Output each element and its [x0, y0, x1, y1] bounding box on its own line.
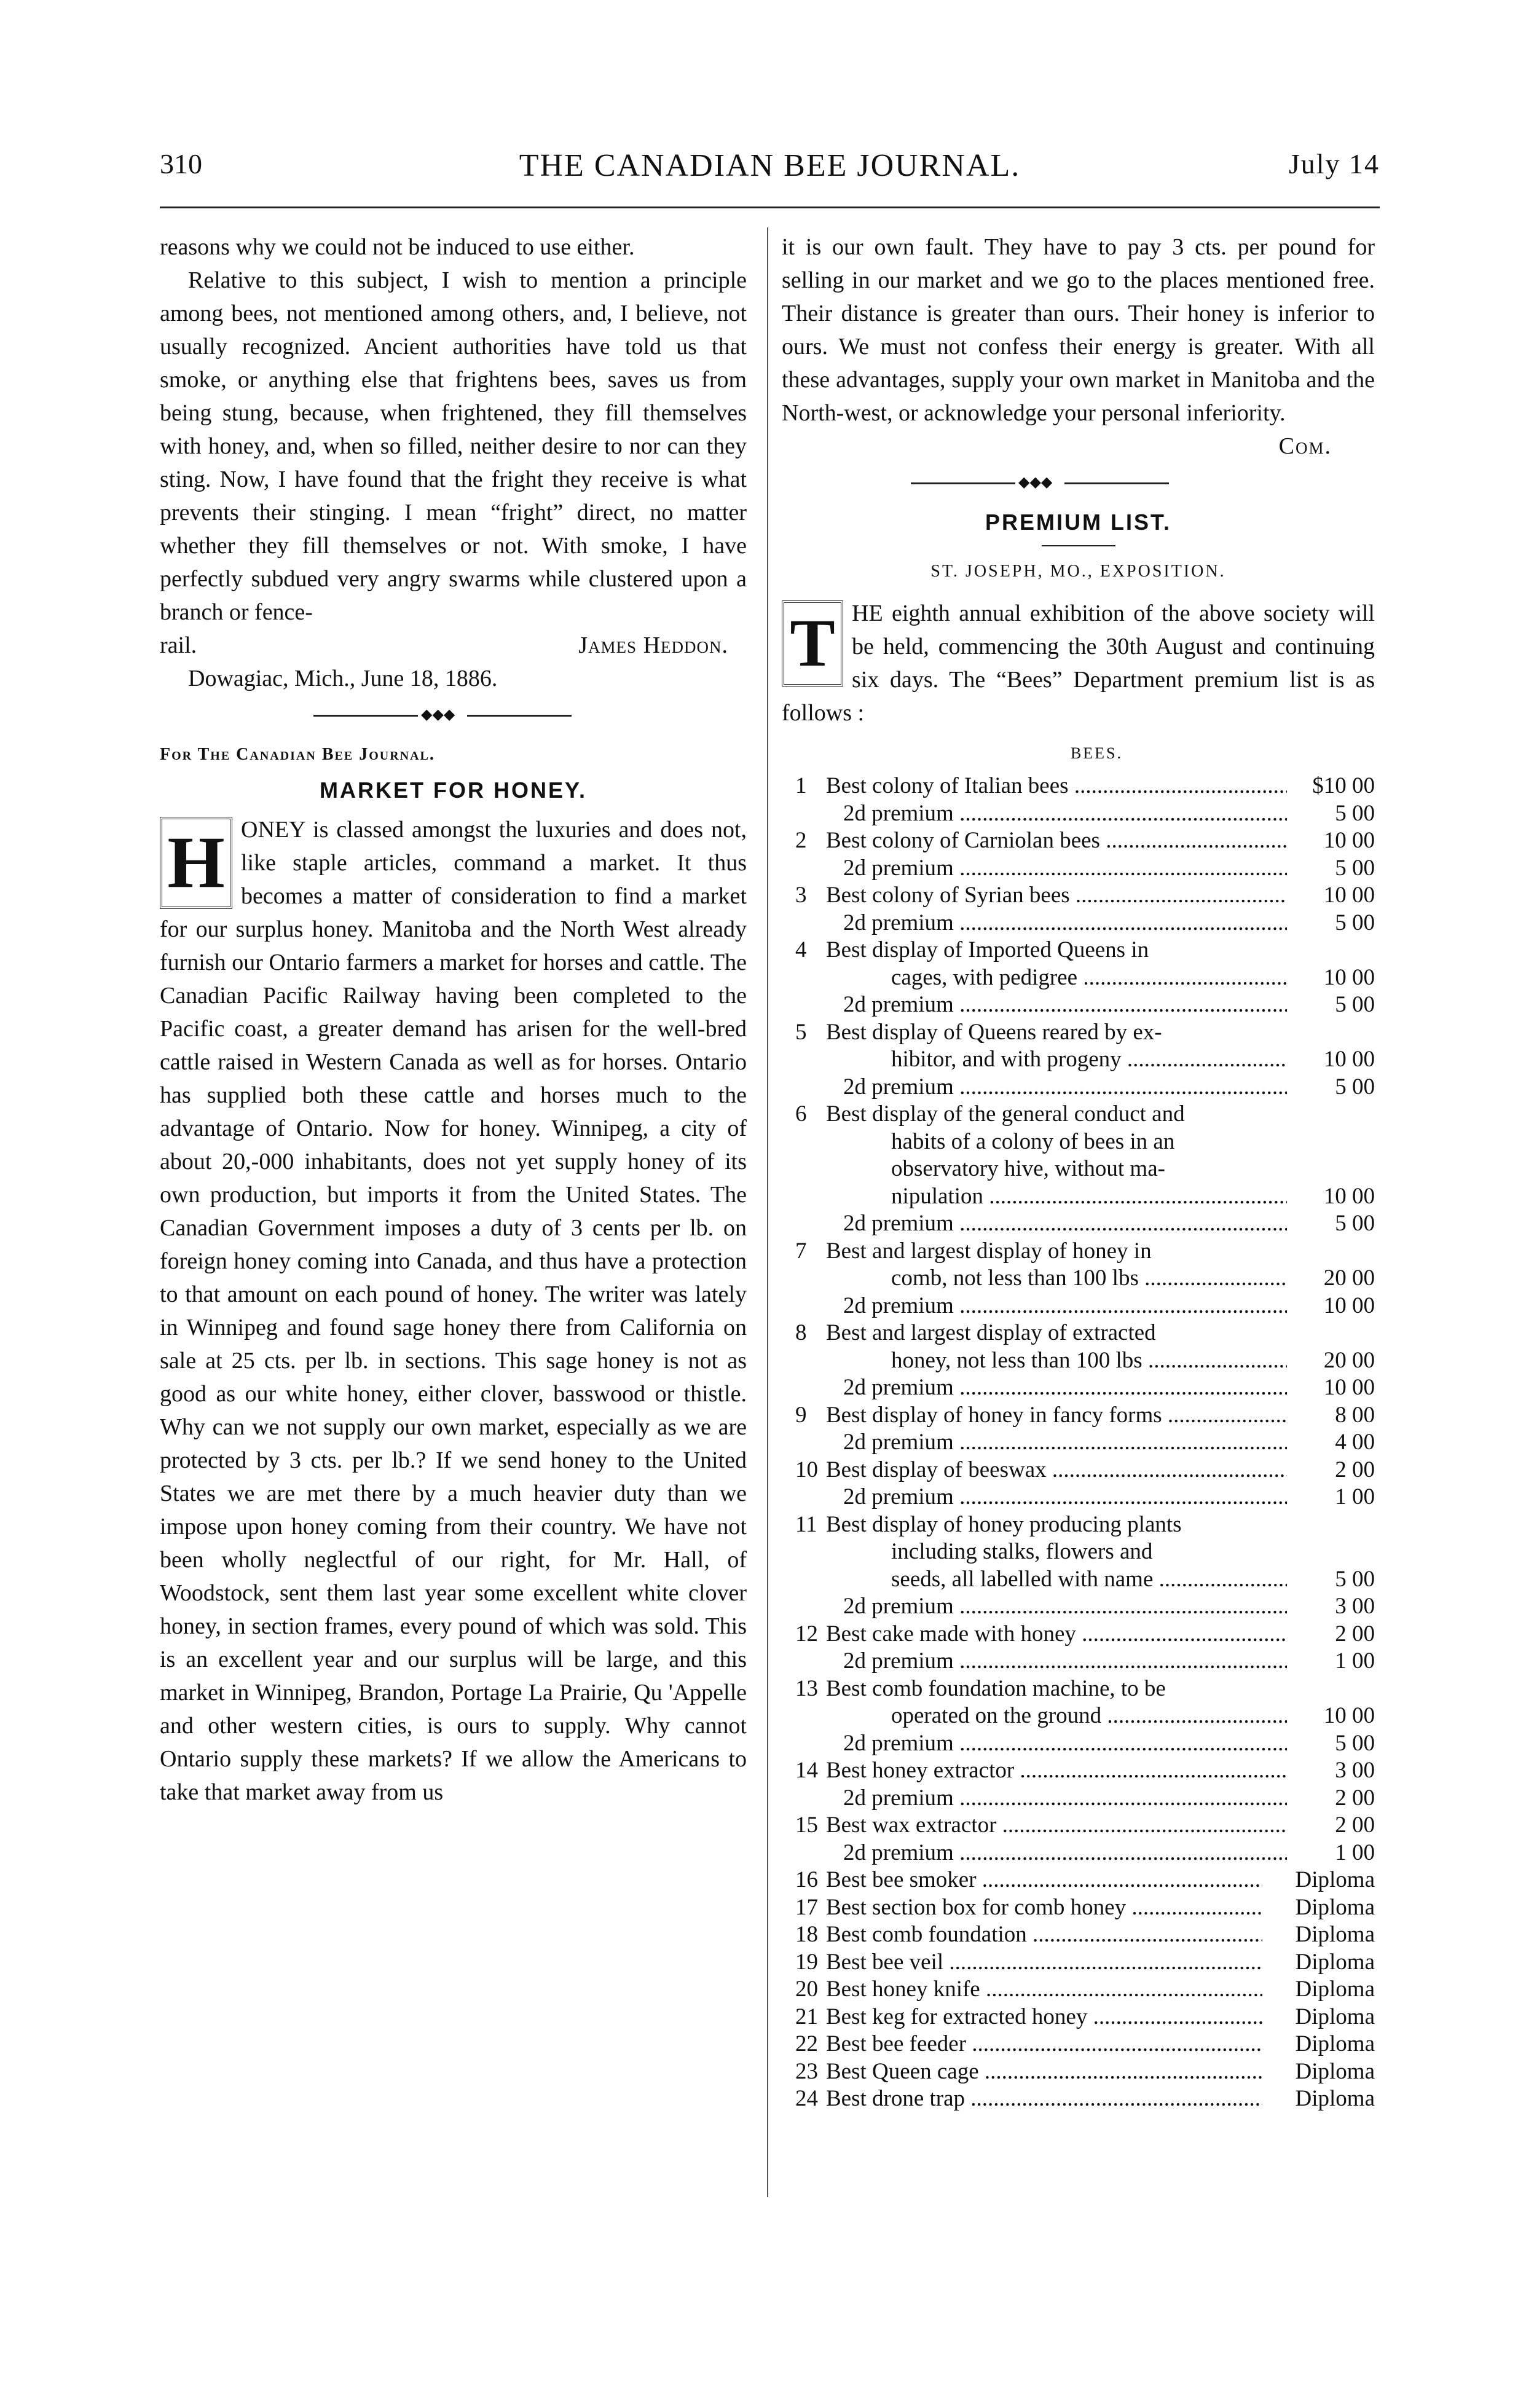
premium-item: 2d premium .....: [843, 1429, 1287, 1457]
drop-cap: T: [782, 600, 843, 687]
premium-amount: 3 00: [1335, 1758, 1375, 1783]
premium-row: [782, 1702, 1375, 1730]
premium-number: 15: [795, 1812, 818, 1838]
premium-number: 24: [795, 2086, 818, 2111]
premium-number: 11: [795, 1511, 817, 1537]
paragraph: Relative to this subject, I wish to mention a principle among bees, not mentioned among others, and, I believe, not usually recognized. Ancient authorities have told us that smoke, or anything else that frightens bees, saves us from being stung, because, when frightened, they fill themselves with honey, and, when so filled, neither desire to nor can they sting. Now, I have found that the fright they receive is what prevents their stinging. I mean “fright” direct, no matter whether they fill themselves or not. With smoke, I have perfectly subdued very angry swarms while clustered upon a branch or fence-: [160, 267, 747, 625]
premium-number: 5: [795, 1019, 807, 1045]
premium-item: 2d premium .....: [843, 1293, 1287, 1320]
premium-row: [782, 937, 1375, 964]
premium-amount: 5 00: [1335, 992, 1375, 1017]
page-number: 310: [160, 148, 202, 179]
premium-amount: 1 00: [1335, 1484, 1375, 1509]
premium-row: [782, 2004, 1375, 2031]
premium-item: Best display of the general conduct and: [826, 1101, 1185, 1127]
premium-row: [782, 1921, 1375, 1949]
premium-row: [782, 964, 1375, 992]
premium-amount: $10 00: [1312, 773, 1375, 798]
premium-row: [782, 991, 1375, 1019]
premium-item: 2d premium .....: [843, 1374, 1287, 1402]
premium-number: 9: [795, 1402, 807, 1428]
premium-amount: 4 00: [1335, 1430, 1375, 1455]
premium-item: Best colony of Italian bees .....: [826, 773, 1287, 800]
premium-amount: 5 00: [1335, 1211, 1375, 1236]
signoff: Com.: [1278, 433, 1332, 459]
premium-item: Best cake made with honey .....: [826, 1621, 1287, 1648]
premium-row: [782, 1265, 1375, 1293]
section-heading: BEES.: [1070, 744, 1123, 762]
premium-row: [782, 2031, 1375, 2058]
drop-cap: H: [160, 817, 232, 909]
premium-item: Best display of honey in fancy forms .....: [826, 1402, 1287, 1430]
premium-item: Best comb foundation .....: [826, 1921, 1262, 1949]
premium-amount: 1 00: [1335, 1648, 1375, 1674]
premium-amount: 8 00: [1335, 1402, 1375, 1428]
premium-row: [782, 1812, 1375, 1839]
premium-amount: 5 00: [1335, 1730, 1375, 1756]
premium-row: [782, 1949, 1375, 1977]
premium-number: 23: [795, 2058, 818, 2084]
premium-number: 12: [795, 1621, 818, 1647]
premium-item: Best bee feeder .....: [826, 2031, 1262, 2058]
premium-amount: 5 00: [1335, 1074, 1375, 1100]
premium-number: 4: [795, 937, 807, 962]
premium-row: [782, 1429, 1375, 1457]
premium-row: [782, 1511, 1375, 1539]
premium-item: Best display of Queens reared by ex-: [826, 1019, 1162, 1045]
premium-item: 2d premium .....: [843, 1074, 1287, 1101]
premium-amount: 2 00: [1335, 1621, 1375, 1647]
premium-item: 2d premium .....: [843, 1210, 1287, 1238]
premium-row: [782, 1894, 1375, 1922]
left-column: [160, 230, 747, 1809]
premium-item: cages, with pedigree .....: [891, 964, 1287, 992]
premium-row: [782, 1046, 1375, 1074]
premium-row: [782, 2058, 1375, 2086]
premium-item: 2d premium .....: [843, 991, 1287, 1019]
premium-item: 2d premium .....: [843, 1593, 1287, 1621]
premium-amount: 3 00: [1335, 1594, 1375, 1619]
premium-amount: Diploma: [1295, 1977, 1375, 2002]
premium-row: [782, 855, 1375, 883]
premium-amount: 5 00: [1335, 910, 1375, 935]
article-body: [160, 813, 747, 1809]
premium-row: [782, 1101, 1375, 1128]
premium-item: Best Queen cage .....: [826, 2058, 1262, 2086]
premium-amount: Diploma: [1295, 1922, 1375, 1947]
premium-amount: 10 00: [1323, 1183, 1375, 1209]
premium-row: [782, 1320, 1375, 1347]
premium-item: habits of a colony of bees in an: [891, 1128, 1175, 1154]
premium-amount: 1 00: [1335, 1839, 1375, 1865]
premium-number: 3: [795, 883, 807, 908]
premium-amount: 20 00: [1323, 1347, 1375, 1373]
premium-item: 2d premium .....: [843, 800, 1287, 828]
premium-row: [782, 1019, 1375, 1047]
premium-number: 14: [795, 1758, 818, 1783]
premium-row: [782, 1839, 1375, 1867]
premium-row: [782, 1402, 1375, 1430]
premium-row: [782, 1155, 1375, 1183]
premium-number: 8: [795, 1320, 807, 1345]
list-intro: [782, 597, 1375, 730]
premium-item: Best display of Imported Queens in: [826, 937, 1149, 962]
premium-amount: Diploma: [1295, 1867, 1375, 1892]
premium-row: [782, 1293, 1375, 1320]
premium-item: Best honey extractor .....: [826, 1757, 1287, 1785]
header-rule: [160, 207, 1380, 208]
paragraph: ONEY is classed amongst the luxuries and does not, like staple articles, command a market. It thus becomes a matter of consideration to find a market for our surplus honey. Manitoba and the North West already furnish our Ontario farmers a market for horses and cattle. The Canadian Pacific Railway having been completed to the Pacific coast, a greater demand has arisen for the well-bred cattle raised in Western Canada as well as for horses. Ontario has supplied both these cattle and horses much to the advantage of Ontario. Now for honey. Winnipeg, a city of about 20,-000 inhabitants, does not yet supply honey of its own production, but imports it from the United States. The Canadian Government imposes a duty of 3 cents per lb. on foreign honey coming into Canada, and thus have a protection to that amount on each pound of honey. The writer was lately in Winnipeg and found sage honey there from California on sale at 25 cts. per lb. in sections. This sage honey is not as good as our white honey, either clover, basswood or thistle. Why can we not supply our own market, especially as we are protected by 3 cts. per lb.? If we send honey to the United States we are met there by a much heavier duty than we impose upon honey coming from their country. We have not been wholly neglectful of our right, for Mr. Hall, of Woodstock, sent them last year some excellent white clover honey, in section frames, every pound of which was sold. This is an excellent year and our surplus will be large, and this market in Winnipeg, Brandon, Portage La Prairie, Qu 'Appelle and other western cities, is ours to supply. Why cannot Ontario supply these markets? If we allow the Americans to take that market away from us: [160, 817, 747, 1805]
premium-amount: Diploma: [1295, 2031, 1375, 2056]
paragraph: HE eighth annual exhibition of the above society will be held, commencing the 30th August and continuing six days. The “Bees” Department premium list is as follows :: [782, 600, 1375, 726]
premium-row: [782, 1238, 1375, 1265]
premium-row: [782, 1867, 1375, 1894]
premium-amount: Diploma: [1295, 2004, 1375, 2029]
premium-row: [782, 1976, 1375, 2004]
premium-row: [782, 800, 1375, 828]
premium-item: Best colony of Syrian bees .....: [826, 882, 1287, 910]
article-title: MARKET FOR HONEY.: [319, 777, 587, 803]
premium-item: 2d premium .....: [843, 1785, 1287, 1812]
journal-title: THE CANADIAN BEE JOURNAL.: [519, 148, 1021, 183]
premium-row: [782, 1074, 1375, 1101]
premium-item: operated on the ground .....: [891, 1702, 1287, 1730]
premium-number: 17: [795, 1894, 818, 1920]
premium-amount: 5 00: [1335, 1566, 1375, 1592]
premium-row: [782, 1566, 1375, 1594]
premium-item: Best drone trap .....: [826, 2085, 1262, 2113]
premium-number: 10: [795, 1457, 818, 1482]
premium-row: [782, 1785, 1375, 1812]
premium-item: Best display of honey producing plants: [826, 1511, 1182, 1537]
premium-item: observatory hive, without ma-: [891, 1156, 1165, 1181]
premium-item: seeds, all labelled with name .....: [891, 1566, 1287, 1594]
premium-row: [782, 1675, 1375, 1703]
premium-row: [782, 1621, 1375, 1648]
premium-row: [782, 1128, 1375, 1156]
premium-number: 20: [795, 1977, 818, 2002]
premium-number: 18: [795, 1922, 818, 1947]
premium-row: [782, 910, 1375, 937]
premium-number: 1: [795, 773, 807, 798]
premium-item: 2d premium .....: [843, 910, 1287, 937]
signature-tail: rail.: [160, 632, 197, 658]
premium-amount: Diploma: [1295, 2058, 1375, 2084]
ornament-divider: ◆◆◆: [160, 706, 747, 725]
premium-item: Best honey knife .....: [826, 1976, 1262, 2004]
premium-list: [782, 773, 1375, 2113]
premium-row: [782, 827, 1375, 855]
premium-item: Best keg for extracted honey .....: [826, 2004, 1262, 2031]
premium-item: hibitor, and with progeny .....: [891, 1046, 1287, 1074]
premium-item: 2d premium .....: [843, 1839, 1287, 1867]
premium-amount: 10 00: [1323, 883, 1375, 908]
premium-item: Best bee veil .....: [826, 1949, 1262, 1977]
premium-item: 2d premium .....: [843, 1730, 1287, 1758]
premium-amount: 2 00: [1335, 1812, 1375, 1838]
premium-row: [782, 1347, 1375, 1375]
list-title: PREMIUM LIST.: [985, 510, 1171, 535]
premium-row: [782, 1648, 1375, 1675]
premium-amount: Diploma: [1295, 1949, 1375, 1975]
premium-number: 16: [795, 1867, 818, 1892]
premium-row: [782, 773, 1375, 800]
premium-row: [782, 1183, 1375, 1211]
premium-row: [782, 1374, 1375, 1402]
premium-amount: 2 00: [1335, 1457, 1375, 1482]
premium-amount: 10 00: [1323, 1047, 1375, 1072]
premium-amount: 10 00: [1323, 964, 1375, 990]
premium-item: Best and largest display of honey in: [826, 1238, 1152, 1264]
premium-amount: Diploma: [1295, 1894, 1375, 1920]
ornament-divider: ◆◆◆: [782, 474, 1375, 492]
premium-item: nipulation .....: [891, 1183, 1287, 1211]
paragraph: reasons why we could not be induced to use either.: [160, 234, 635, 260]
signature-line: [160, 629, 747, 662]
premium-item: Best display of beeswax .....: [826, 1457, 1287, 1484]
issue-date: July 14: [1288, 148, 1380, 179]
premium-row: [782, 1757, 1375, 1785]
premium-amount: 5 00: [1335, 800, 1375, 826]
premium-amount: 2 00: [1335, 1785, 1375, 1811]
premium-row: [782, 2085, 1375, 2113]
premium-item: Best and largest display of extracted: [826, 1320, 1156, 1345]
premium-item: Best comb foundation machine, to be: [826, 1675, 1166, 1701]
premium-amount: 10 00: [1323, 828, 1375, 853]
premium-item: 2d premium .....: [843, 1484, 1287, 1511]
premium-item: Best section box for comb honey .....: [826, 1894, 1262, 1922]
article-source: For The Canadian Bee Journal.: [160, 745, 435, 764]
premium-amount: 10 00: [1323, 1703, 1375, 1728]
author-name: James Heddon.: [578, 632, 728, 658]
list-subtitle: ST. JOSEPH, MO., EXPOSITION.: [930, 562, 1226, 581]
premium-item: Best colony of Carniolan bees .....: [826, 827, 1287, 855]
premium-item: Best bee smoker .....: [826, 1867, 1262, 1894]
premium-item: including stalks, flowers and: [891, 1539, 1153, 1564]
right-column: [782, 230, 1375, 2113]
premium-row: [782, 1210, 1375, 1238]
premium-amount: 20 00: [1323, 1265, 1375, 1291]
premium-amount: 10 00: [1323, 1293, 1375, 1318]
column-divider: [767, 227, 768, 2197]
premium-amount: Diploma: [1295, 2086, 1375, 2111]
page-header: [160, 148, 1380, 203]
premium-row: [782, 1593, 1375, 1621]
premium-number: 2: [795, 828, 807, 853]
premium-row: [782, 1484, 1375, 1511]
premium-number: 19: [795, 1949, 818, 1975]
premium-amount: 10 00: [1323, 1375, 1375, 1400]
premium-row: [782, 1730, 1375, 1758]
premium-number: 7: [795, 1238, 807, 1264]
premium-item: honey, not less than 100 lbs .....: [891, 1347, 1287, 1375]
paragraph: it is our own fault. They have to pay 3 cts. per pound for selling in our market and we go to the places mentioned free. Their distance is greater than ours. Their honey is inferior to ours. We must not confess their energy is greater. With all these advantages, supply your own market in Manitoba and the North-west, or acknowledge your personal inferiority.: [782, 234, 1375, 426]
premium-row: [782, 1538, 1375, 1566]
premium-number: 13: [795, 1675, 818, 1701]
premium-row: [782, 1457, 1375, 1484]
author-place: Dowagiac, Mich., June 18, 1886.: [188, 666, 498, 691]
premium-number: 6: [795, 1101, 807, 1127]
premium-row: [782, 882, 1375, 910]
premium-item: 2d premium .....: [843, 1648, 1287, 1675]
premium-amount: 5 00: [1335, 855, 1375, 881]
premium-number: 21: [795, 2004, 818, 2029]
premium-number: 22: [795, 2031, 818, 2056]
premium-item: comb, not less than 100 lbs .....: [891, 1265, 1287, 1293]
title-rule: [1042, 545, 1115, 546]
premium-item: 2d premium .....: [843, 855, 1287, 883]
premium-item: Best wax extractor .....: [826, 1812, 1287, 1839]
